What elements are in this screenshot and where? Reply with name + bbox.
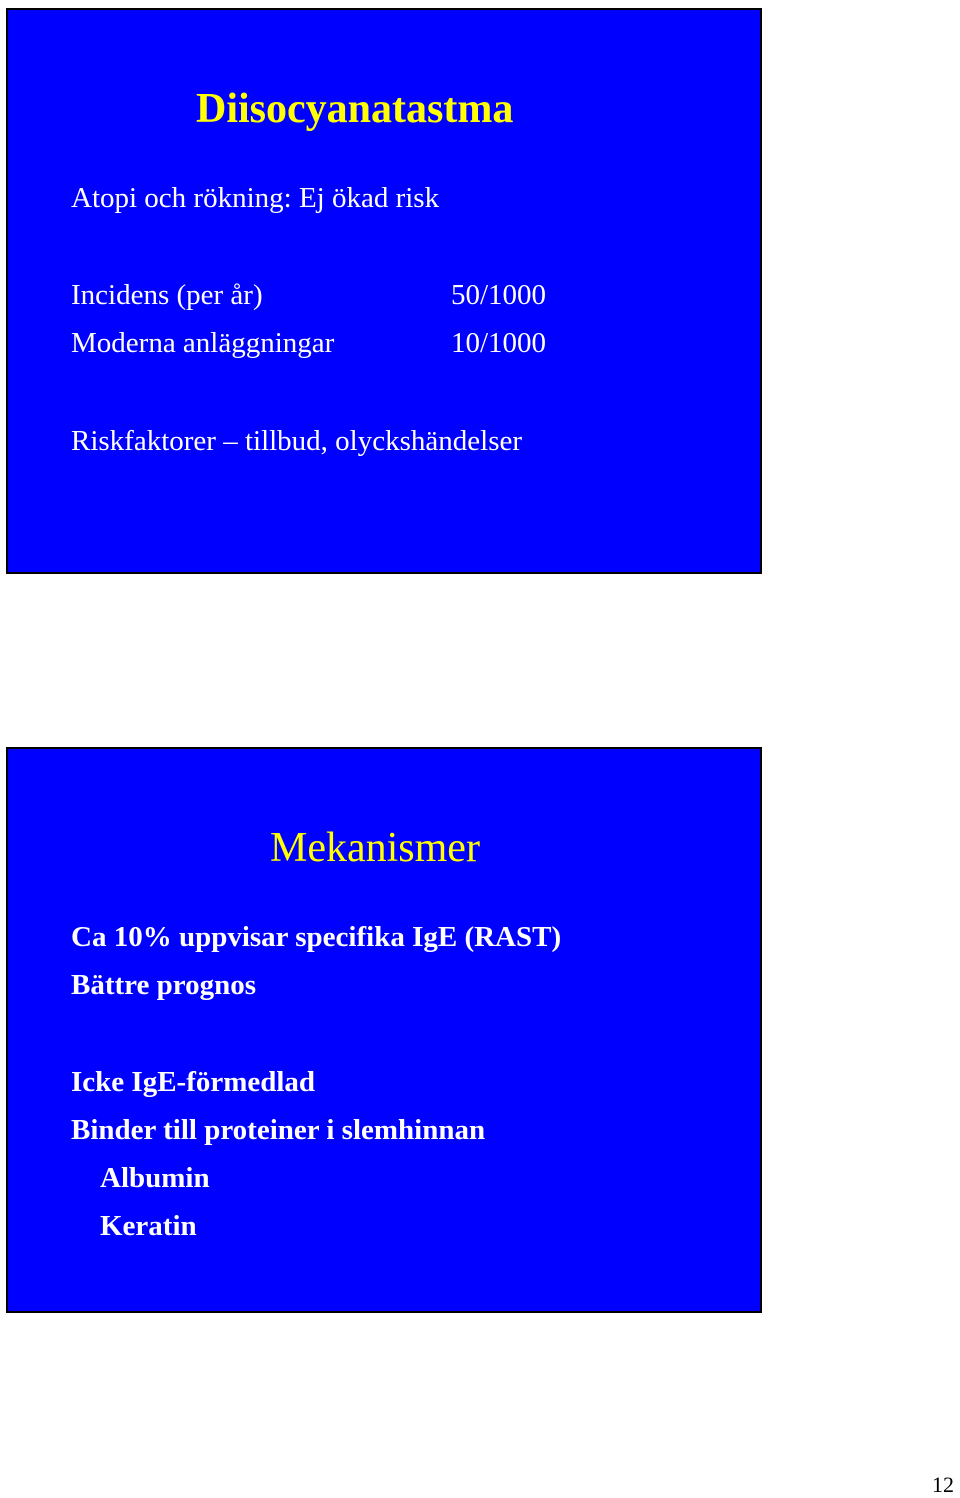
specific-ige-line: Ca 10% uppvisar specifika IgE (RAST) (71, 921, 562, 953)
albumin-item: Albumin (100, 1162, 210, 1194)
incidence-value: 50/1000 (451, 279, 547, 311)
slide-title: Diisocyanatastma (196, 86, 514, 132)
risk-factors-line: Riskfaktorer – tillbud, olyckshändelser (71, 425, 523, 457)
modern-plants-label: Moderna anläggningar (71, 327, 335, 359)
slide-mekanismer (6, 747, 762, 1313)
slide-diisocyanatastma (6, 8, 762, 574)
keratin-item: Keratin (100, 1210, 197, 1242)
incidence-label: Incidens (per år) (71, 279, 263, 311)
slide-title: Mekanismer (270, 825, 480, 871)
binds-proteins-line: Binder till proteiner i slemhinnan (71, 1114, 486, 1146)
atopy-line: Atopi och rökning: Ej ökad risk (71, 182, 440, 214)
page-number: 12 (932, 1472, 954, 1497)
non-ige-line: Icke IgE-förmedlad (71, 1066, 316, 1098)
prognosis-line: Bättre prognos (71, 969, 257, 1001)
modern-plants-value: 10/1000 (451, 327, 547, 359)
